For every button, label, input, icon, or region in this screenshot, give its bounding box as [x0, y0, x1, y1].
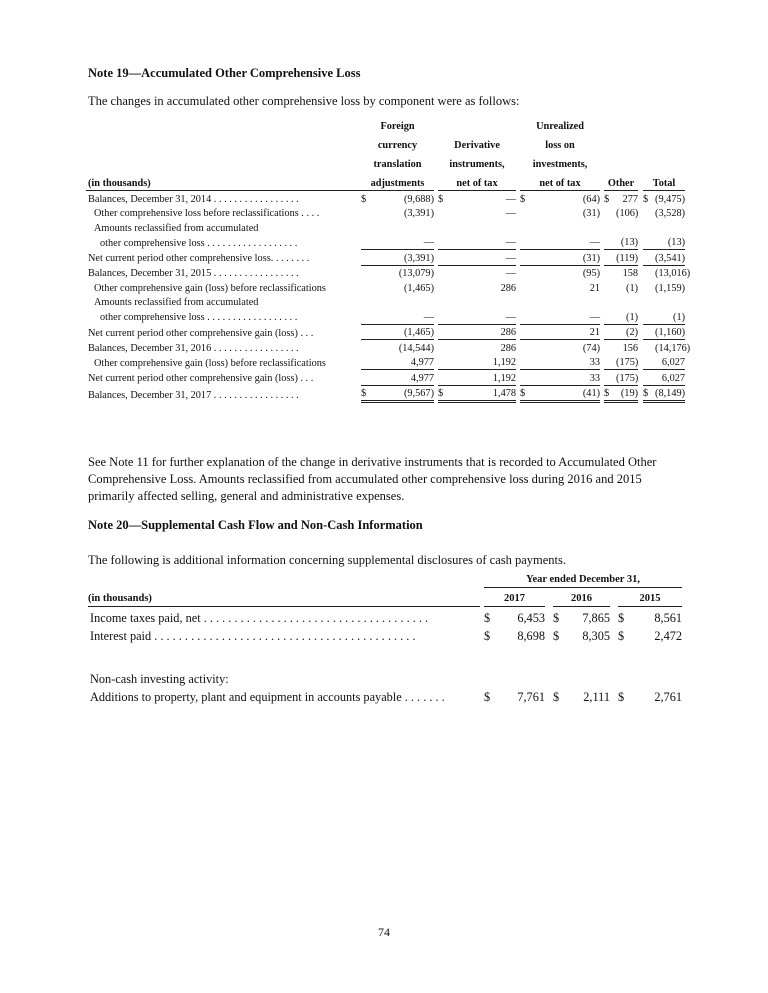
row-label: Other comprehensive gain (loss) before reclassifications	[94, 282, 326, 294]
currency-symbol: $	[643, 385, 655, 402]
table-row	[86, 280, 685, 295]
cell-value: (1,465)	[403, 282, 435, 294]
currency-symbol: $	[520, 385, 532, 402]
column-header: Foreign	[380, 121, 415, 132]
cell-value: 286	[500, 342, 517, 354]
currency-symbol	[604, 250, 616, 266]
row-label: Interest paid . . . . . . . . . . . . . . . . . . . . . . . . . . . . . . . . . . . . . . . . . . .	[90, 629, 416, 643]
cell-value: 2,111	[583, 690, 610, 704]
currency-symbol: $	[643, 193, 649, 205]
cell-value: 33	[532, 355, 600, 370]
note20-title: Note 20—Supplemental Cash Flow and Non-Cash Information	[88, 518, 423, 532]
gap	[545, 587, 553, 607]
section-heading-row	[88, 668, 682, 687]
currency-symbol	[438, 340, 450, 355]
row-label: other comprehensive loss . . . . . . . . . . . . . . . . . .	[100, 237, 298, 249]
header-label	[86, 114, 361, 133]
currency-symbol: $	[553, 690, 560, 704]
currency-symbol	[520, 280, 532, 295]
column-header	[604, 152, 638, 171]
table-row	[86, 324, 685, 340]
cell-value: (13)	[655, 235, 685, 250]
cell-value: (13,079)	[398, 268, 435, 279]
cell-value	[450, 220, 516, 235]
cell-value: 286	[450, 324, 516, 340]
column-header	[438, 114, 516, 133]
cell-value: 156	[622, 342, 639, 354]
currency-symbol	[643, 295, 655, 310]
cell-value: 6,027	[655, 370, 685, 386]
currency-symbol: $	[553, 629, 560, 643]
currency-symbol	[604, 295, 616, 310]
currency-symbol: $	[618, 629, 625, 643]
currency-symbol: $	[484, 610, 491, 625]
currency-symbol	[604, 280, 616, 295]
cell-value: (9,688)	[403, 193, 435, 205]
currency-symbol: $	[520, 193, 526, 205]
cell-value: —	[505, 208, 517, 219]
header-label	[86, 133, 361, 152]
cell-value: (64)	[582, 193, 601, 205]
table-row	[88, 687, 682, 706]
row-label: Other comprehensive loss before reclassifications . . . .	[94, 208, 320, 219]
currency-symbol: $	[604, 193, 610, 205]
gap	[610, 607, 618, 626]
gap	[610, 687, 618, 706]
column-header: Derivative	[454, 140, 500, 151]
table-row	[86, 295, 685, 310]
cell-value: (14,544)	[398, 342, 435, 354]
period-header: Year ended December 31,	[484, 568, 682, 587]
currency-symbol	[520, 206, 532, 221]
gap	[610, 587, 618, 607]
table-row	[88, 626, 682, 645]
currency-symbol	[361, 280, 372, 295]
currency-symbol	[361, 250, 372, 266]
cell-value: (3,391)	[403, 208, 435, 219]
currency-symbol	[520, 295, 532, 310]
currency-symbol	[438, 355, 450, 370]
row-label: Balances, December 31, 2014 . . . . . . . . . . . . . . . . .	[88, 193, 299, 205]
column-header	[643, 114, 685, 133]
row-label: Amounts reclassified from accumulated	[94, 222, 259, 234]
column-header: Unrealized	[536, 121, 584, 132]
row-label: other comprehensive loss . . . . . . . . . . . . . . . . . .	[100, 312, 298, 323]
cell-value: (19)	[616, 385, 638, 402]
cell-value: —	[450, 309, 516, 324]
currency-symbol	[643, 206, 655, 221]
column-header: loss on	[545, 140, 575, 151]
header-row	[86, 114, 685, 133]
cell-value: (1)	[655, 309, 685, 324]
currency-symbol	[361, 324, 372, 340]
cell-value: 4,977	[372, 370, 434, 386]
currency-symbol	[520, 340, 532, 355]
currency-symbol	[604, 235, 616, 250]
cell-value: (3,541)	[655, 250, 685, 266]
currency-symbol: $	[438, 385, 450, 402]
spacer	[88, 568, 480, 587]
cell-value: 6,453	[517, 610, 545, 625]
table-row	[86, 206, 685, 221]
row-label: Balances, December 31, 2016 . . . . . . . . . . . . . . . . .	[88, 342, 299, 354]
table-row	[86, 340, 685, 355]
cell-value: (1,159)	[655, 282, 686, 294]
cell-value: (9,567)	[372, 385, 434, 402]
currency-symbol	[643, 235, 655, 250]
column-header: adjustments	[361, 171, 434, 191]
cell-value: (95)	[582, 268, 601, 279]
currency-symbol	[438, 206, 450, 221]
cell-value	[655, 220, 685, 235]
header-label: (in thousands)	[86, 171, 361, 191]
column-header: net of tax	[438, 171, 516, 191]
cell-value: 8,561	[654, 610, 683, 625]
currency-symbol	[604, 324, 616, 340]
row-label: Income taxes paid, net . . . . . . . . . . . . . . . . . . . . . . . . . . . . . . . . . . . . .	[90, 610, 429, 625]
currency-symbol: $	[618, 610, 625, 625]
column-header: currency	[377, 140, 418, 151]
cell-value: —	[505, 193, 517, 205]
table-row	[86, 355, 685, 370]
cell-value: (1,160)	[655, 324, 685, 340]
currency-symbol: $	[361, 193, 367, 205]
cell-value: 21	[589, 282, 601, 294]
currency-symbol	[361, 220, 372, 235]
note19-intro: The changes in accumulated other comprehensive loss by component were as follows:	[88, 94, 520, 108]
currency-symbol	[520, 370, 532, 386]
cell-value: (175)	[616, 355, 638, 370]
gap	[610, 626, 618, 645]
currency-symbol	[643, 280, 655, 295]
currency-symbol	[361, 265, 372, 280]
spacer-row	[88, 644, 682, 668]
column-header: net of tax	[520, 171, 600, 191]
currency-symbol: $	[438, 193, 444, 205]
cell-value: 6,027	[655, 355, 685, 370]
cell-value: (31)	[532, 250, 600, 266]
currency-symbol: $	[484, 690, 491, 704]
gap	[545, 626, 553, 645]
currency-symbol	[520, 235, 532, 250]
spacer	[88, 644, 682, 668]
currency-symbol	[361, 235, 372, 250]
currency-symbol	[438, 370, 450, 386]
column-header	[643, 133, 685, 152]
currency-symbol: $	[604, 385, 616, 402]
cell-value	[532, 295, 600, 310]
currency-symbol	[604, 370, 616, 386]
cell-value: (13,016)	[655, 268, 691, 279]
currency-symbol	[643, 220, 655, 235]
cell-value	[450, 295, 516, 310]
cell-value: 1,192	[450, 355, 516, 370]
currency-symbol	[438, 235, 450, 250]
currency-symbol	[643, 355, 655, 370]
cell-value: —	[450, 250, 516, 266]
cell-value: 7,761	[517, 690, 545, 704]
cell-value: —	[372, 235, 434, 250]
currency-symbol: $	[361, 385, 372, 402]
currency-symbol	[520, 250, 532, 266]
currency-symbol	[438, 250, 450, 266]
cell-value: 1,192	[450, 370, 516, 386]
gap	[545, 607, 553, 626]
currency-symbol	[361, 370, 372, 386]
row-label: Other comprehensive gain (loss) before reclassifications	[94, 357, 326, 369]
row-label: Balances, December 31, 2017 . . . . . . . . . . . . . . . . .	[88, 389, 299, 401]
cell-value	[616, 295, 638, 310]
column-header	[604, 114, 638, 133]
currency-symbol	[438, 295, 450, 310]
aocl-table	[86, 114, 691, 403]
currency-symbol	[361, 355, 372, 370]
header-row	[86, 152, 685, 171]
currency-symbol	[361, 340, 372, 355]
cell-value: (106)	[616, 208, 639, 219]
table-row	[86, 309, 685, 324]
table-row	[86, 220, 685, 235]
currency-symbol	[361, 295, 372, 310]
column-header: translation	[373, 159, 422, 170]
column-header: investments,	[532, 159, 588, 170]
cell-value: (1)	[616, 309, 638, 324]
currency-symbol: $	[618, 690, 625, 704]
currency-symbol	[643, 324, 655, 340]
column-header: Total	[643, 171, 685, 191]
page-number: 74	[378, 925, 390, 939]
row-label: Net current period other comprehensive loss. . . . . . . .	[88, 253, 310, 264]
currency-symbol	[438, 309, 450, 324]
currency-symbol	[520, 220, 532, 235]
gap	[545, 687, 553, 706]
header-row	[86, 171, 685, 191]
cell-value: 277	[622, 193, 639, 205]
cell-value: (175)	[616, 370, 638, 386]
table-row	[86, 385, 685, 402]
cell-value: 8,305	[582, 629, 610, 643]
cell-value: 2,472	[654, 629, 683, 643]
cell-value: (1)	[626, 282, 639, 294]
currency-symbol	[520, 355, 532, 370]
cash-flow-table	[88, 568, 682, 705]
header-row	[86, 133, 685, 152]
column-header	[604, 133, 638, 152]
currency-symbol	[604, 265, 616, 280]
currency-symbol	[643, 340, 655, 355]
units-label: (in thousands)	[88, 587, 480, 607]
cell-value: (41)	[532, 385, 600, 402]
column-header	[643, 152, 685, 171]
table-row	[86, 265, 685, 280]
note19-footnote: See Note 11 for further explanation of the change in derivative instruments that is recorded to Accumulated Other Comprehensive Loss. Amounts reclassified from accumulated other comprehensive loss during 2016 and 2015 primarily affected selling, general and administrative expenses.	[88, 455, 657, 503]
cell-value: (74)	[582, 342, 601, 354]
cell-value: (31)	[582, 208, 601, 219]
cell-value: 21	[532, 324, 600, 340]
cell-value	[372, 220, 434, 235]
cell-value: 4,977	[372, 355, 434, 370]
table-row	[88, 607, 682, 626]
cell-value: (3,391)	[372, 250, 434, 266]
currency-symbol	[643, 250, 655, 266]
currency-symbol: $	[484, 629, 491, 643]
currency-symbol	[604, 340, 616, 355]
cell-value: 2,761	[654, 690, 683, 704]
currency-symbol	[604, 206, 616, 221]
cell-value: 8,698	[517, 629, 545, 643]
cell-value: (9,475)	[655, 193, 686, 205]
currency-symbol	[604, 220, 616, 235]
currency-symbol	[520, 324, 532, 340]
row-label: Net current period other comprehensive gain (loss) . . .	[88, 327, 314, 339]
cell-value: 158	[622, 268, 639, 279]
header-label	[86, 152, 361, 171]
currency-symbol	[361, 206, 372, 221]
cell-value: 7,865	[582, 610, 610, 625]
row-label: Additions to property, plant and equipment in accounts payable . . . . . . .	[90, 690, 445, 704]
currency-symbol	[438, 220, 450, 235]
currency-symbol: $	[553, 610, 560, 625]
column-header: Other	[604, 171, 638, 191]
currency-symbol	[643, 265, 655, 280]
currency-symbol	[438, 280, 450, 295]
cell-value	[616, 220, 638, 235]
table-row	[86, 250, 685, 266]
period-header-row	[88, 568, 682, 587]
year-header: 2016	[553, 587, 610, 607]
table-row	[86, 235, 685, 250]
cell-value: (1,465)	[372, 324, 434, 340]
cell-value: (13)	[616, 235, 638, 250]
cell-value: (3,528)	[655, 208, 686, 219]
note20-intro: The following is additional information concerning supplemental disclosures of cash payments.	[88, 553, 567, 567]
cell-value	[532, 220, 600, 235]
currency-symbol	[361, 309, 372, 324]
note19-title: Note 19—Accumulated Other Comprehensive Loss	[88, 66, 361, 80]
cell-value: 286	[500, 282, 517, 294]
row-label: Amounts reclassified from accumulated	[94, 297, 259, 308]
year-header: 2017	[484, 587, 545, 607]
year-header-row	[88, 587, 682, 607]
cell-value: (8,149)	[655, 385, 685, 402]
currency-symbol	[643, 370, 655, 386]
table-row	[86, 370, 685, 386]
currency-symbol	[520, 265, 532, 280]
year-header: 2015	[618, 587, 682, 607]
cell-value: —	[532, 309, 600, 324]
currency-symbol	[438, 265, 450, 280]
cell-value: —	[450, 235, 516, 250]
currency-symbol	[643, 309, 655, 324]
noncash-heading: Non-cash investing activity:	[90, 671, 229, 686]
cell-value: —	[532, 235, 600, 250]
currency-symbol	[438, 324, 450, 340]
cell-value	[372, 295, 434, 310]
cell-value: —	[505, 268, 517, 279]
currency-symbol	[520, 309, 532, 324]
cell-value: 33	[532, 370, 600, 386]
cell-value: (14,176)	[655, 342, 691, 354]
cell-value: (2)	[616, 324, 638, 340]
table-row	[86, 191, 685, 206]
cell-value: 1,478	[450, 385, 516, 402]
currency-symbol	[604, 355, 616, 370]
cell-value	[655, 295, 685, 310]
row-label: Balances, December 31, 2015 . . . . . . . . . . . . . . . . .	[88, 268, 299, 279]
cell-value: —	[372, 309, 434, 324]
cell-value: (119)	[616, 250, 638, 266]
column-header: instruments,	[449, 159, 505, 170]
row-label: Net current period other comprehensive gain (loss) . . .	[88, 373, 314, 384]
currency-symbol	[604, 309, 616, 324]
